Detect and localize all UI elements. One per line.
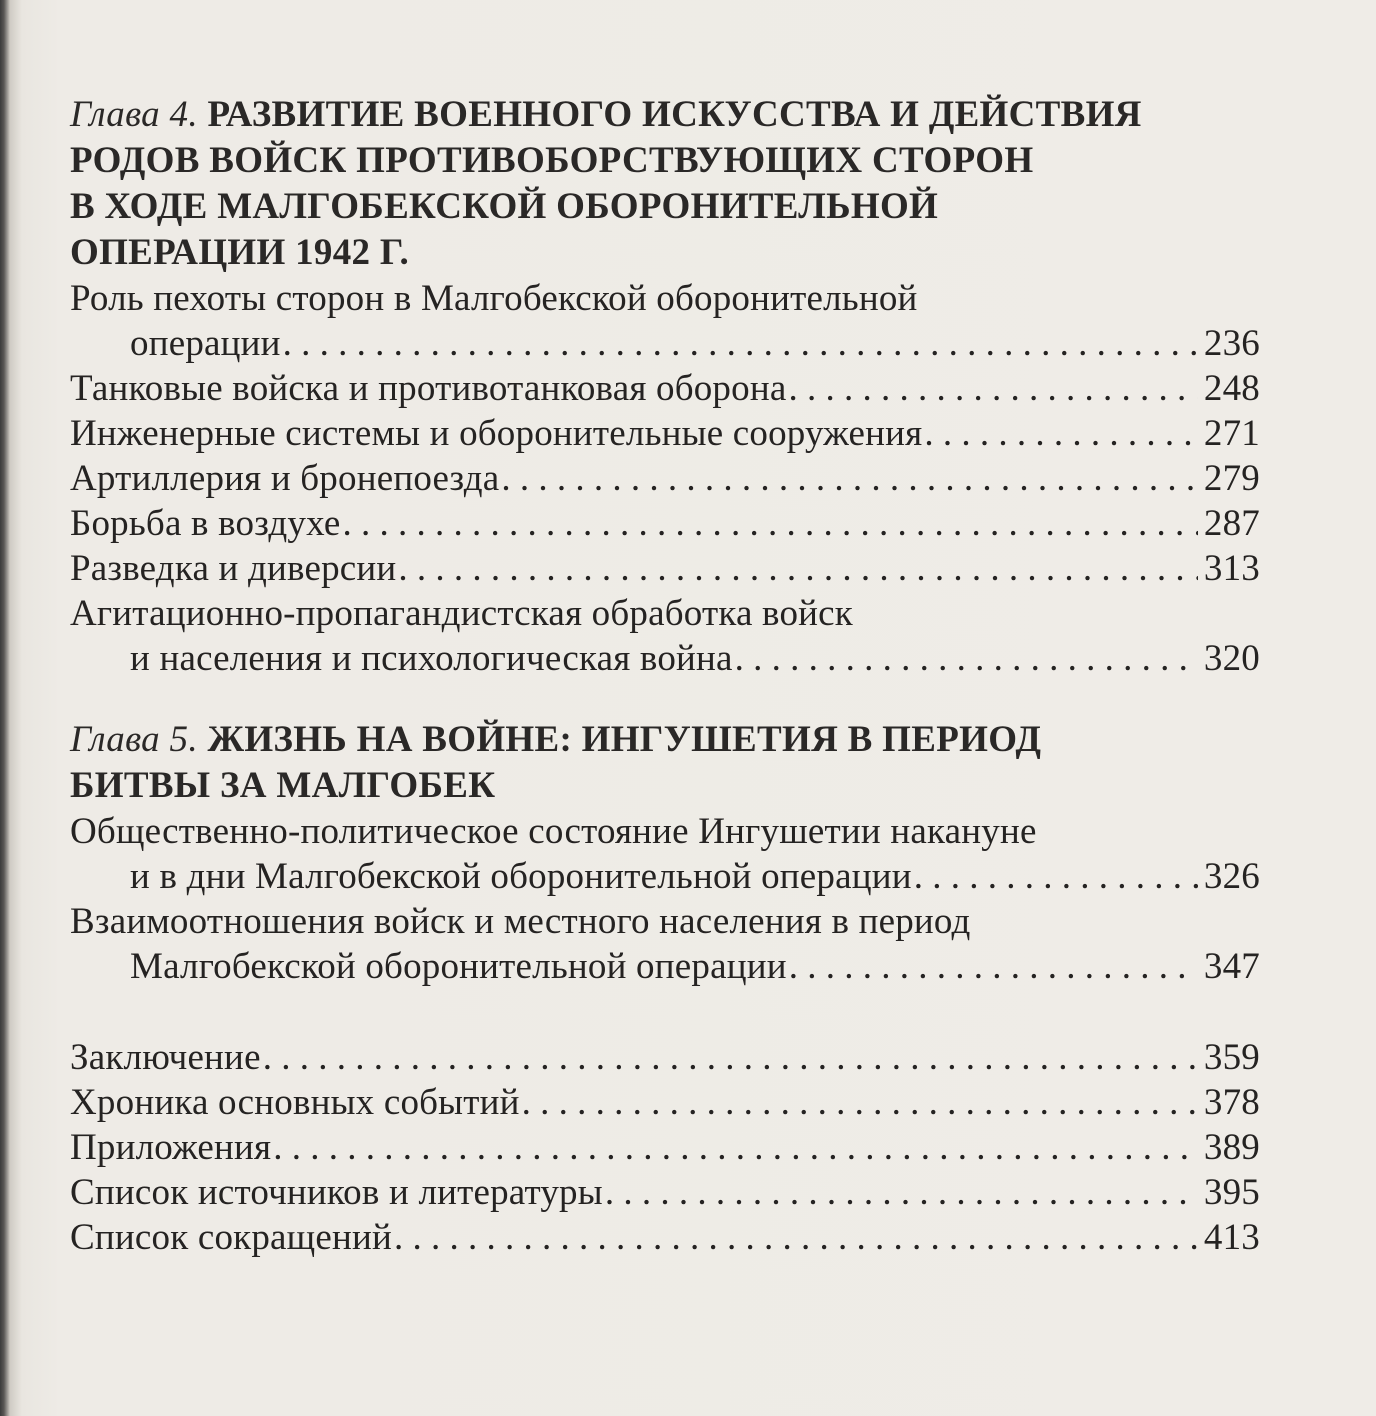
page-number: 413 (1203, 1217, 1260, 1258)
table-of-contents (70, 92, 1260, 1260)
chapter-title-line: ЖИЗНЬ НА ВОЙНЕ: ИНГУШЕТИЯ В ПЕРИОД (207, 719, 1042, 760)
toc-entry[interactable] (70, 809, 1260, 899)
toc-entry[interactable] (70, 1170, 1260, 1215)
chapter-title-line: ОПЕРАЦИИ 1942 Г. (70, 232, 410, 273)
leader-dots (522, 1080, 1198, 1125)
page-number: 389 (1203, 1127, 1260, 1168)
leader-dots (789, 944, 1198, 989)
chapter-heading (70, 717, 1260, 809)
toc-entry[interactable] (70, 899, 1260, 989)
toc-entry[interactable] (70, 366, 1260, 411)
entry-title-line: Борьба в воздухе (70, 503, 341, 544)
toc-entry[interactable] (70, 1125, 1260, 1170)
chapter-title-line: В ХОДЕ МАЛГОБЕКСКОЙ ОБОРОНИТЕЛЬНОЙ (70, 186, 939, 227)
leader-dots (605, 1170, 1198, 1215)
page-number: 279 (1203, 458, 1260, 499)
toc-entry[interactable] (70, 501, 1260, 546)
entry-title-line: Список источников и литературы (70, 1172, 603, 1213)
entry-title-line: Приложения (70, 1127, 272, 1168)
chapter-title-line: РАЗВИТИЕ ВОЕННОГО ИСКУССТВА И ДЕЙСТВИЯ (207, 94, 1142, 135)
entry-title-line: Список сокращений (70, 1217, 392, 1258)
page-number: 326 (1203, 856, 1260, 897)
leader-dots (394, 1215, 1198, 1260)
chapter-5 (70, 717, 1260, 989)
spacer (70, 681, 1260, 717)
leader-dots (501, 456, 1198, 501)
leader-dots (263, 1035, 1198, 1080)
back-matter (70, 1035, 1260, 1260)
page-number: 320 (1203, 638, 1260, 679)
entry-title-line: и населения и психологическая война (130, 638, 733, 679)
chapter-label: Глава 5. (70, 719, 198, 760)
toc-entry[interactable] (70, 411, 1260, 456)
chapter-label: Глава 4. (70, 94, 198, 135)
leader-dots (273, 1125, 1198, 1170)
page-number: 313 (1203, 548, 1260, 589)
page-number: 359 (1203, 1037, 1260, 1078)
chapter-title-line: РОДОВ ВОЙСК ПРОТИВОБОРСТВУЮЩИХ СТОРОН (70, 140, 1034, 181)
page-number: 378 (1203, 1082, 1260, 1123)
toc-entry[interactable] (70, 1035, 1260, 1080)
entry-title-line: Взаимоотношения войск и местного населения в период (70, 901, 971, 942)
entry-title-line: Разведка и диверсии (70, 548, 397, 589)
entry-title-line: Малгобекской оборонительной операции (130, 946, 787, 987)
toc-entry[interactable] (70, 1215, 1260, 1260)
toc-entry[interactable] (70, 546, 1260, 591)
toc-entry[interactable] (70, 1080, 1260, 1125)
toc-entry[interactable] (70, 456, 1260, 501)
entry-title-line: Инженерные системы и оборонительные сооружения (70, 413, 923, 454)
entry-title-line: Общественно-политическое состояние Ингушетии накануне (70, 811, 1037, 852)
leader-dots (914, 854, 1198, 899)
page-number: 271 (1203, 413, 1260, 454)
leader-dots (343, 501, 1198, 546)
entry-title-line: и в дни Малгобекской оборонительной операции (130, 856, 912, 897)
page-number: 248 (1203, 368, 1260, 409)
leader-dots (788, 366, 1198, 411)
chapter-title-line: БИТВЫ ЗА МАЛГОБЕК (70, 765, 496, 806)
entry-title-line: Танковые войска и противотанковая оборона (70, 368, 787, 409)
chapter-4 (70, 92, 1260, 681)
leader-dots (283, 321, 1198, 366)
entry-title-line: Заключение (70, 1037, 261, 1078)
page-number: 347 (1203, 946, 1260, 987)
chapter-heading (70, 92, 1260, 276)
page-number: 287 (1203, 503, 1260, 544)
toc-entry[interactable] (70, 276, 1260, 366)
page-number: 236 (1203, 323, 1260, 364)
page-number: 395 (1203, 1172, 1260, 1213)
leader-dots (924, 411, 1198, 456)
leader-dots (398, 546, 1198, 591)
entry-title-line: Артиллерия и бронепоезда (70, 458, 500, 499)
entry-title-line: Роль пехоты сторон в Малгобекской оборонительной (70, 278, 918, 319)
toc-entry[interactable] (70, 591, 1260, 681)
leader-dots (735, 636, 1198, 681)
spacer (70, 989, 1260, 1035)
entry-title-line: Агитационно-пропагандистская обработка войск (70, 593, 853, 634)
entry-title-line: операции (130, 323, 281, 364)
entry-title-line: Хроника основных событий (70, 1082, 520, 1123)
